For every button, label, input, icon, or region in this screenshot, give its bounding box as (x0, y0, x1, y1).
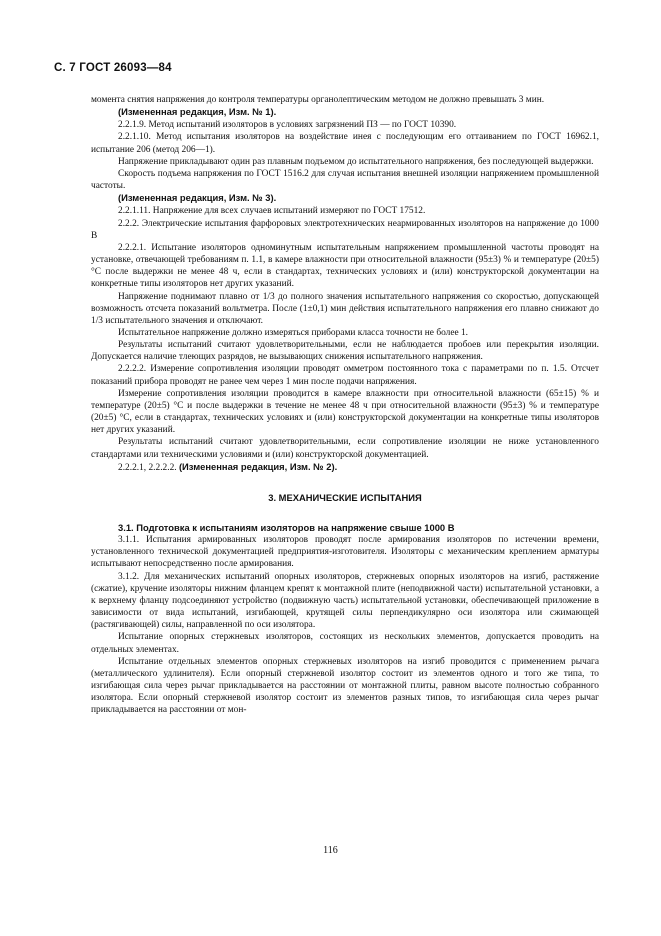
subsection-heading (91, 522, 599, 534)
page-number: 116 (323, 845, 338, 856)
text-run: Испытание отдельных элементов опорных стержневых изоляторов на изгиб проводится с применением рычага (металлического удлинителя). Если опорный стержневой изолятор состоит из элементов одного и того же типа, то изгибающая сила через рычаг прикладывается на расстоянии от монтажной плиты, равном высоте полностью собранного изолятора. Если опорный стержневой изолятор состоит из элементов разных типов, то изгибающая сила через рычаг прикладывается на расстоянии от мон- (91, 656, 599, 716)
text-run: Скорость подъема напряжения по ГОСТ 1516.2 для случая испытания внешней изоляции напряжением промышленной частоты. (91, 168, 599, 192)
paragraph (91, 205, 599, 217)
paragraph (91, 339, 599, 363)
text-run: Испытание опорных стержневых изоляторов, состоящих из нескольких элементов, допускается проводить на отдельных элементах. (91, 632, 599, 655)
text-run: 2.2.1.10. Метод испытания изоляторов на воздействие инея с последующим его оттаиванием по ГОСТ 16962.1, испытание 206 (метод 206—1). (91, 132, 599, 155)
paragraph (91, 119, 599, 131)
paragraph (91, 131, 599, 155)
text-run: 2.2.2.2. Измерение сопротивления изоляции проводят омметром постоянного тока с параметрами по п. 1.5. Отсчет показаний прибора проводят не ранее чем через 1 мин после подачи напряжения. (91, 364, 599, 387)
paragraph (91, 168, 599, 192)
paragraph (91, 94, 599, 106)
amendment-note: (Измененная редакция, Изм. № 3). (118, 192, 277, 204)
paragraph (91, 363, 599, 387)
text-run: Результаты испытаний считают удовлетворительными, если сопротивление изоляции не ниже установленного стандартами или техническими условиями и (или) конструкторской документацией. (91, 437, 599, 460)
text-run: 3.1. Подготовка к испытаниям изоляторов на напряжение свыше 1000 В (118, 522, 455, 533)
paragraph (91, 656, 599, 717)
paragraph (91, 156, 599, 168)
paragraph (91, 571, 599, 632)
paragraph (91, 327, 599, 339)
paragraph (91, 192, 599, 205)
text-run: 2.2.1.9. Метод испытаний изоляторов в условиях загрязнений ПЗ — по ГОСТ 10390. (118, 120, 457, 131)
amendment-note: (Измененная редакция, Изм. № 1). (118, 106, 277, 118)
text-run: Результаты испытаний считают удовлетворительными, если не наблюдается пробоев или перекрытия изоляции. Допускается наличие тлеющих разрядов, не вызывающих снижения испытательного напряжения. (91, 340, 599, 363)
text-run: 2.2.2. Электрические испытания фарфоровых электротехнических неармированных изоляторов на напряжение до 1000 В (91, 218, 599, 241)
paragraph (91, 106, 599, 119)
text-run: 3.1.1. Испытания армированных изоляторов проводят после армирования изоляторов по истечении времени, установленного технической документацией предприятия-изготовителя. Изоляторы с механическим креплением арматуры испытывают непосредственно после армирования. (91, 535, 599, 570)
text-run: Испытательное напряжение должно измеряться приборами класса точности не более 1. (118, 327, 469, 338)
paragraph (91, 631, 599, 655)
text-run: 2.2.2.1. Испытание изоляторов одноминутным испытательным напряжением промышленной частоты проводят на установке, отвечающей требованиям п. 1.1, в камере влажности при относительной влажности (95±3) % и температуре (20±5) °С после выдержки не менее 48 ч, если в стандартах, технических условиях и (или) конструкторской документации на конкретные типы изоляторов нет других указаний. (91, 242, 599, 290)
text-run: момента снятия напряжения до контроля температуры органолептическим методом не должно превышать 3 мин. (91, 95, 545, 105)
section-heading (91, 492, 599, 504)
paragraph (91, 461, 599, 474)
text-run: Напряжение прикладывают один раз плавным подъемом до испытательного напряжения, без последующей выдержки. (118, 156, 594, 167)
text-run: 2.2.2.1, 2.2.2.2. (118, 462, 179, 473)
amendment-note: (Измененная редакция, Изм. № 2). (178, 460, 338, 472)
text-run: Напряжение поднимают плавно от 1/3 до полного значения испытательного напряжения со скоростью, допускающей возможность отсчета показаний вольтметра. После (1±0,1) мин действия испытательного напряжения его плавно снижают до 1/3 испытательного значения и отключают. (91, 291, 599, 326)
paragraph (91, 388, 599, 437)
paragraph (91, 291, 599, 327)
text-run: Измерение сопротивления изоляции проводится в камере влажности при относительной влажности (65±15) % и температуре (20±5) °С и после выдержки в течение не менее 48 ч при относительной влажности (95±3) % и температуре (20±5) °С, если в стандартах, технических условиях и (или) конструкторской документации на конкретные типы изоляторов нет других указаний. (91, 388, 599, 436)
paragraph (91, 242, 599, 291)
text-run: 3.1.2. Для механических испытаний опорных изоляторов, стержневых опорных изоляторов на изгиб, растяжение (сжатие), кручение изоляторы нижним фланцем крепят к монтажной плите (неподвижной части) испытательной установки, а к верхнему фланцу подсоединяют устройство (подвижную часть) испытательной установки, обеспечивающей приложение в зависимости от вида испытаний, изгибающей, крутящей силы перпендикулярно оси изолятора или сжимающей (растягивающей) силы, направленной по оси изолятора. (91, 571, 599, 631)
text-run: 2.2.1.11. Напряжение для всех случаев испытаний измеряют по ГОСТ 17512. (118, 206, 426, 217)
paragraph (91, 534, 599, 570)
text-run: 3. МЕХАНИЧЕСКИЕ ИСПЫТАНИЯ (268, 491, 422, 503)
paragraph (91, 436, 599, 460)
page-header: С. 7 ГОСТ 26093—84 (54, 62, 172, 74)
paragraph (91, 218, 599, 242)
document-body (91, 94, 599, 717)
